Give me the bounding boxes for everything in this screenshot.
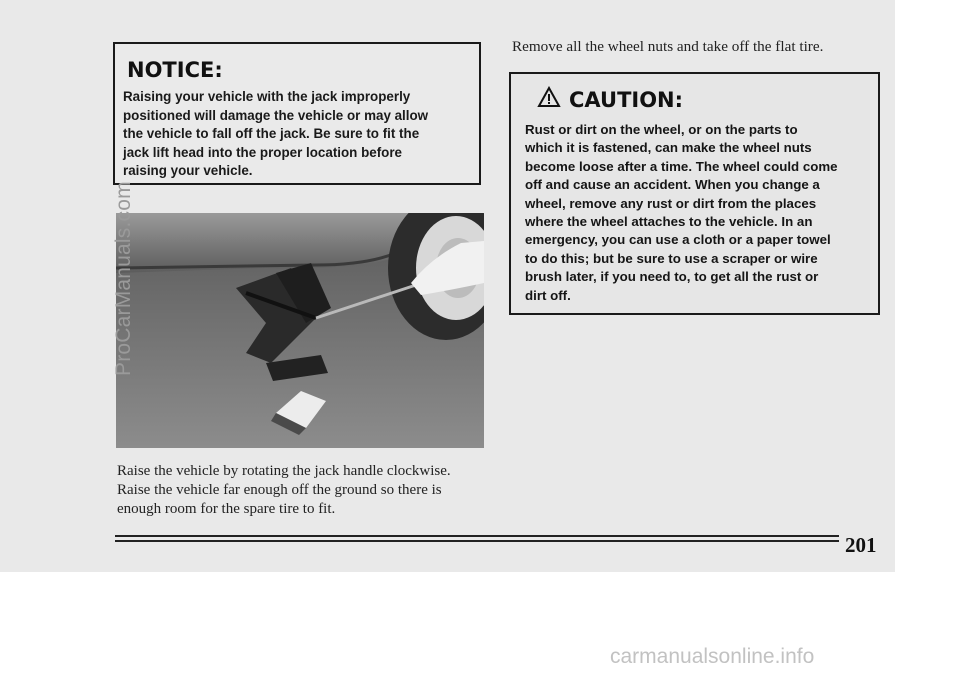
caption-line: Raise the vehicle by rotating the jack handle clockwise. — [117, 463, 451, 479]
caption-line: enough room for the spare tire to fit. — [117, 501, 336, 517]
caution-body — [525, 121, 864, 305]
footer-rule — [115, 540, 839, 542]
notice-line: raising your vehicle. — [123, 163, 253, 178]
notice-title: NOTICE: — [127, 58, 223, 82]
caution-line: off and cause an accident. When you change a — [525, 177, 820, 193]
bottom-watermark: carmanualsonline.info — [610, 645, 815, 668]
caution-line: where the wheel attaches to the vehicle. In an — [525, 214, 813, 230]
jack-photo — [116, 213, 484, 448]
side-watermark: ProCarManuals.com — [112, 181, 135, 376]
notice-body — [123, 88, 471, 181]
caution-box — [509, 72, 880, 315]
caution-line: which it is fastened, can make the wheel nuts — [525, 140, 812, 156]
caution-line: dirt off. — [525, 287, 571, 303]
caution-line: wheel, remove any rust or dirt from the places — [525, 195, 817, 211]
notice-line: jack lift head into the proper location before — [123, 144, 403, 160]
notice-line: the vehicle to fall off the jack. Be sure to fit the — [123, 126, 420, 141]
footer-rule — [115, 535, 839, 537]
caution-title: CAUTION: — [569, 87, 684, 112]
notice-line: positioned will damage the vehicle or may allow — [123, 107, 429, 123]
warning-triangle-icon — [537, 86, 561, 113]
caution-line: brush later, if you need to, to get all the rust or — [525, 269, 819, 285]
jack-photo-illustration — [116, 213, 484, 448]
caution-line: Rust or dirt on the wheel, or on the parts to — [525, 122, 798, 137]
page-number: 201 — [845, 533, 877, 557]
remove-nuts-instruction: Remove all the wheel nuts and take off the flat tire. — [512, 38, 824, 55]
caution-line: emergency, you can use a cloth or a paper towel — [525, 232, 831, 248]
notice-line: Raising your vehicle with the jack improperly — [123, 89, 411, 104]
caution-line: become loose after a time. The wheel could come — [525, 158, 838, 174]
caption-line: Raise the vehicle far enough off the ground so there is — [117, 482, 442, 498]
photo-caption — [117, 462, 487, 519]
caution-line: to do this; but be sure to use a scraper or wire — [525, 250, 818, 266]
caution-heading — [537, 86, 864, 113]
notice-box — [113, 42, 481, 185]
